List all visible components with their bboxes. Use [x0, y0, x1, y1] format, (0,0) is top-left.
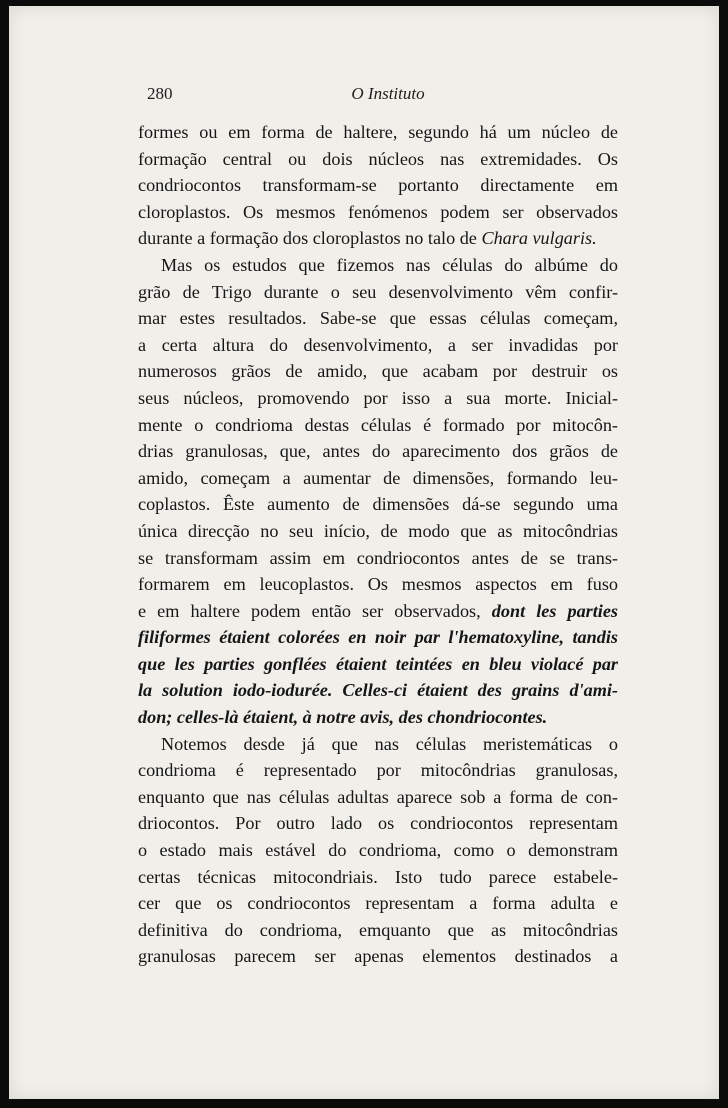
paragraph-start: Notemos desde já que nas células meristemáticas o — [161, 733, 618, 754]
text-line: seus núcleos, promovendo por isso a sua morte. Inicial- — [138, 387, 618, 408]
text-line: a certa altura do desenvolvimento, a ser invadidas por — [138, 334, 618, 355]
text-line — [138, 598, 618, 625]
running-title: O Instituto — [351, 84, 425, 103]
text-line: enquanto que nas células adultas aparece sob a forma de con- — [138, 786, 618, 807]
species-name: Chara vulgaris. — [481, 228, 597, 249]
text-line: condriocontos transformam-se portanto directamente em — [138, 175, 618, 196]
body-text — [138, 119, 618, 970]
text-line: o estado mais estável do condrioma, como o demonstram — [138, 840, 618, 861]
running-header — [147, 84, 629, 108]
page-number: 280 — [147, 84, 173, 103]
french-quote-line: que les parties gonflées étaient teintées en bleu violacé par — [138, 653, 618, 674]
text-line: grão de Trigo durante o seu desenvolvimento vêm confir- — [138, 281, 618, 302]
french-quote-line: filiformes étaient colorées en noir par l'hematoxyline, tandis — [138, 627, 618, 648]
french-quote: dont les parties — [491, 600, 618, 621]
text-line: formarem em leucoplastos. Os mesmos aspectos em fuso — [138, 574, 618, 595]
text-segment: durante a formação dos cloroplastos no talo de — [138, 228, 482, 249]
text-line: granulosas parecem ser apenas elementos destinados a — [138, 946, 618, 967]
french-quote-line: la solution iodo-iodurée. Celles-ci étaient des grains d'ami- — [138, 680, 618, 701]
text-segment: e em haltere podem então ser observados, — [138, 600, 492, 621]
text-line: mar estes resultados. Sabe-se que essas células começam, — [138, 308, 618, 329]
paragraph-start: Mas os estudos que fizemos nas células do albúme do — [161, 254, 618, 275]
text-line: única direcção no seu início, de modo que as mitocôndrias — [138, 520, 618, 541]
text-line: coplastos. Êste aumento de dimensões dá-se segundo uma — [138, 494, 618, 515]
french-quote-line: don; celles-là étaient, à notre avis, des chondriocontes. — [138, 707, 548, 728]
text-line: numerosos grãos de amido, que acabam por destruir os — [138, 361, 618, 382]
text-line: se transformam assim em condriocontos antes de se trans- — [138, 547, 618, 568]
text-line: definitiva do condrioma, emquanto que as mitocôndrias — [138, 919, 618, 940]
text-line: drias granulosas, que, antes do aparecimento dos grãos de — [138, 441, 618, 462]
text-line: amido, começam a aumentar de dimensões, formando leu- — [138, 467, 618, 488]
text-line: cer que os condriocontos representam a forma adulta e — [138, 893, 618, 914]
text-line: formes ou em forma de haltere, segundo há um núcleo de — [138, 122, 618, 142]
text-line: certas técnicas mitocondriais. Isto tudo parece estabele- — [138, 866, 618, 887]
text-line: cloroplastos. Os mesmos fenómenos podem ser observados — [138, 201, 618, 222]
text-line: formação central ou dois núcleos nas extremidades. Os — [138, 148, 618, 169]
text-line: mente o condrioma destas células é formado por mitocôn- — [138, 414, 618, 435]
text-line — [138, 225, 618, 252]
text-line: condrioma é representado por mitocôndrias granulosas, — [138, 760, 618, 781]
text-line: driocontos. Por outro lado os condriocontos representam — [138, 813, 618, 834]
